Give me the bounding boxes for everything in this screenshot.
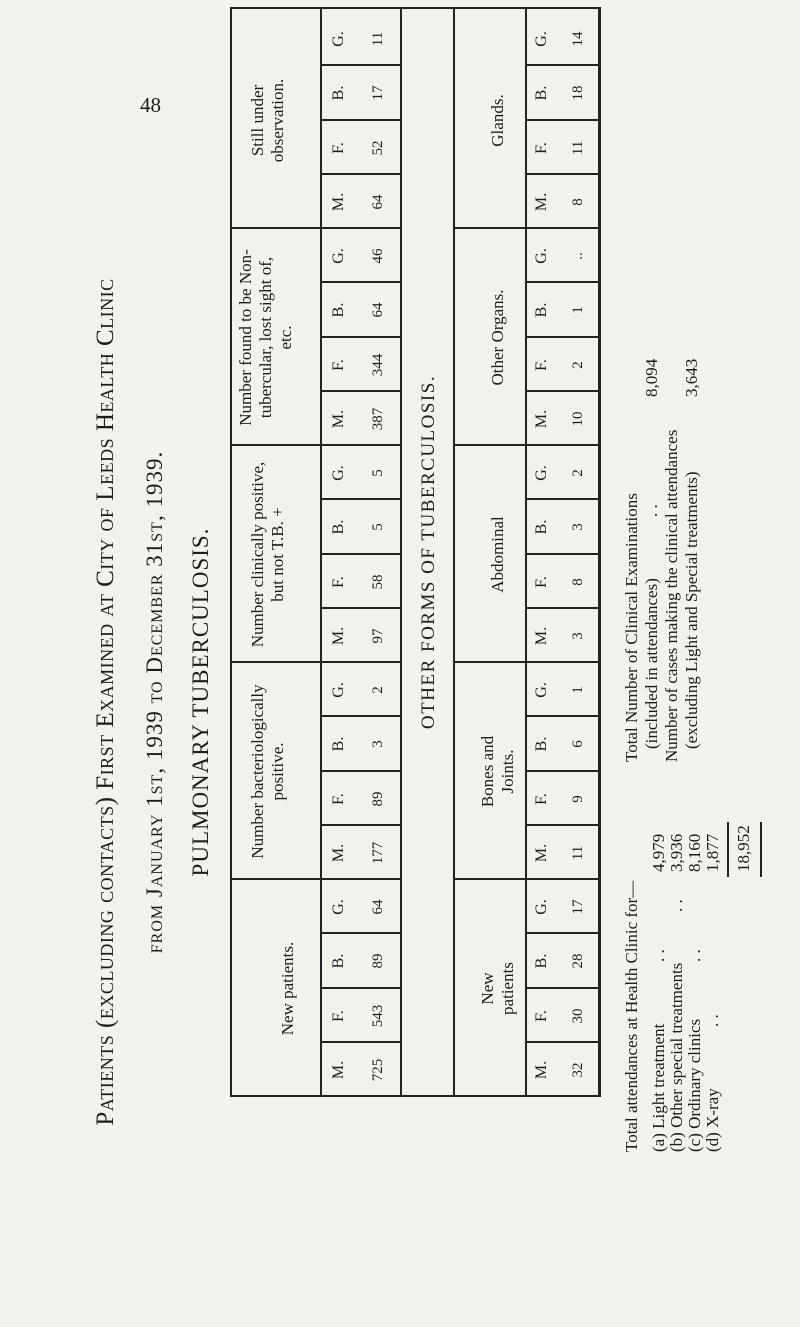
column-divider [320,988,400,990]
attendance-leaders: . . [703,1014,722,1027]
column-label: M. [330,626,347,646]
column-label: B. [533,953,550,969]
column-divider [320,554,400,556]
exam-line-1: Total Number of Clinical Examinations [622,493,641,762]
column-label: F. [330,576,347,588]
column-divider [525,988,598,990]
cell-value: 18 [570,85,586,101]
column-label: G. [533,682,550,698]
group-heading: Number found to be Non-tubercular, lost sight of, etc. [236,249,295,426]
group-heading: Abdominal [488,516,507,593]
table-right-rule [230,8,600,10]
column-label: M. [533,1060,550,1080]
column-label: G. [533,248,550,264]
exam-value-2: 3,643 [682,358,701,397]
cell-value: 11 [370,31,386,47]
cell-value: 64 [370,899,386,915]
column-label: B. [533,736,550,752]
cell-value: 3 [370,740,386,748]
tuberculosis-table [230,7,600,1097]
exam-leaders: . . [642,504,661,517]
column-label: F. [533,142,550,154]
cell-value: 2 [570,469,586,477]
column-divider [320,120,400,122]
column-label: G. [330,31,347,47]
column-label: F. [330,142,347,154]
cell-value: 1 [570,686,586,694]
column-label: M. [330,192,347,212]
cell-value: 1 [570,306,586,314]
cell-value: 64 [370,194,386,210]
column-label: F. [533,1010,550,1022]
attendance-label: (a) Light treatment [649,1023,668,1152]
attendances-heading: Total attendances at Health Clinic for— [622,880,641,1152]
attendance-value: 3,936 [667,833,686,872]
column-label: M. [533,626,550,646]
table-top-rule [230,7,232,1097]
cell-value: 9 [570,795,586,803]
table-bottom-rule [598,7,601,1097]
attendance-label: (c) Ordinary clinics [685,1018,704,1152]
group-heading: New patients [478,962,517,1015]
attendance-label: (b) Other special treatments [667,962,686,1152]
attendance-leaders: . . [685,949,704,962]
column-label: B. [533,85,550,101]
group-heading: Bones and Joints. [478,735,517,808]
column-divider [525,554,598,556]
column-label: F. [533,576,550,588]
attendance-leaders: . . [667,899,686,912]
column-label: F. [330,793,347,805]
summary-footer [602,0,800,1327]
report-date-range: from January 1st, 1939 to December 31st, 1939. [142,450,167,954]
column-label: B. [330,519,347,535]
column-label: M. [330,1060,347,1080]
column-label: F. [533,793,550,805]
group-heading: Number clinically positive, but not T.B. + [248,461,287,648]
column-label: B. [330,85,347,101]
group-heading: New patients. [278,941,297,1036]
cell-value: 387 [370,407,386,431]
exam-value-1: 8,094 [642,358,661,397]
cell-value: 89 [370,791,386,807]
group-heading: Other Organs. [488,289,507,386]
column-divider [320,337,400,339]
cell-value: 11 [570,140,586,156]
attendance-total: 18,952 [734,825,753,872]
column-label: G. [533,899,550,915]
cell-value: 543 [370,1004,386,1028]
other-forms-title: OTHER FORMS OF TUBERCULOSIS. [418,374,439,730]
column-divider [525,771,598,773]
column-label: G. [330,899,347,915]
column-divider [525,337,598,339]
column-label: M. [533,843,550,863]
report-title: Patients (excluding contacts) First Examined at City of Leeds Health Clinic [92,278,119,1126]
column-label: G. [330,248,347,264]
cell-value: 5 [370,469,386,477]
page-number: 48 [140,93,161,117]
cell-value: 177 [370,841,386,865]
exam-line-3: Number of cases making the clinical attendances [662,429,681,762]
cell-value: 2 [570,361,586,369]
column-label: B. [330,736,347,752]
column-label: B. [533,302,550,318]
cell-value: 17 [370,85,386,101]
group-heading: Glands. [488,94,507,147]
column-label: G. [330,682,347,698]
column-label: B. [533,519,550,535]
column-label: B. [330,953,347,969]
cell-value: 6 [570,740,586,748]
attendance-value: 4,979 [649,833,668,872]
column-label: B. [330,302,347,318]
cell-value: 344 [370,353,386,377]
cell-value: 28 [570,953,586,969]
total-rule-lower [760,822,762,877]
cell-value: 3 [570,632,586,640]
attendance-value: 1,877 [703,833,722,872]
cell-value: 8 [570,198,586,206]
column-label: G. [533,465,550,481]
cell-value: 52 [370,140,386,156]
band-bottom-rule [453,7,455,1097]
column-label: F. [330,359,347,371]
cell-value: 10 [570,411,586,427]
attendance-value: 8,160 [685,833,704,872]
attendance-label: (d) X-ray [703,1088,722,1152]
cell-value: 11 [570,845,586,861]
column-label: G. [533,31,550,47]
cell-value: 17 [570,899,586,915]
column-label: M. [533,192,550,212]
column-label: F. [330,1010,347,1022]
cell-value: 30 [570,1008,586,1024]
column-divider [525,120,598,122]
cell-value: 64 [370,302,386,318]
cell-value: 89 [370,953,386,969]
exam-line-2: (included in attendances) [642,578,661,749]
group-heading: Still under observation. [248,78,287,163]
section-title-pulmonary: PULMONARY TUBERCULOSIS. [188,527,213,877]
column-label: M. [330,409,347,429]
cell-value: 58 [370,574,386,590]
cell-value: 2 [370,686,386,694]
attendance-leaders: . . [649,949,668,962]
cell-value: 3 [570,523,586,531]
cell-value: 725 [370,1058,386,1082]
column-label: M. [330,843,347,863]
group-heading: Number bacteriologically positive. [248,684,287,859]
column-divider [320,771,400,773]
total-rule [727,822,729,877]
cell-value: .. [570,252,586,260]
exam-line-4: (excluding Light and Special treatments) [682,471,701,749]
cell-value: 32 [570,1062,586,1078]
cell-value: 5 [370,523,386,531]
column-label: G. [330,465,347,481]
cell-value: 97 [370,628,386,644]
band-top-rule [400,7,402,1097]
cell-value: 14 [570,31,586,47]
column-label: F. [533,359,550,371]
cell-value: 46 [370,248,386,264]
cell-value: 8 [570,578,586,586]
column-label: M. [533,409,550,429]
